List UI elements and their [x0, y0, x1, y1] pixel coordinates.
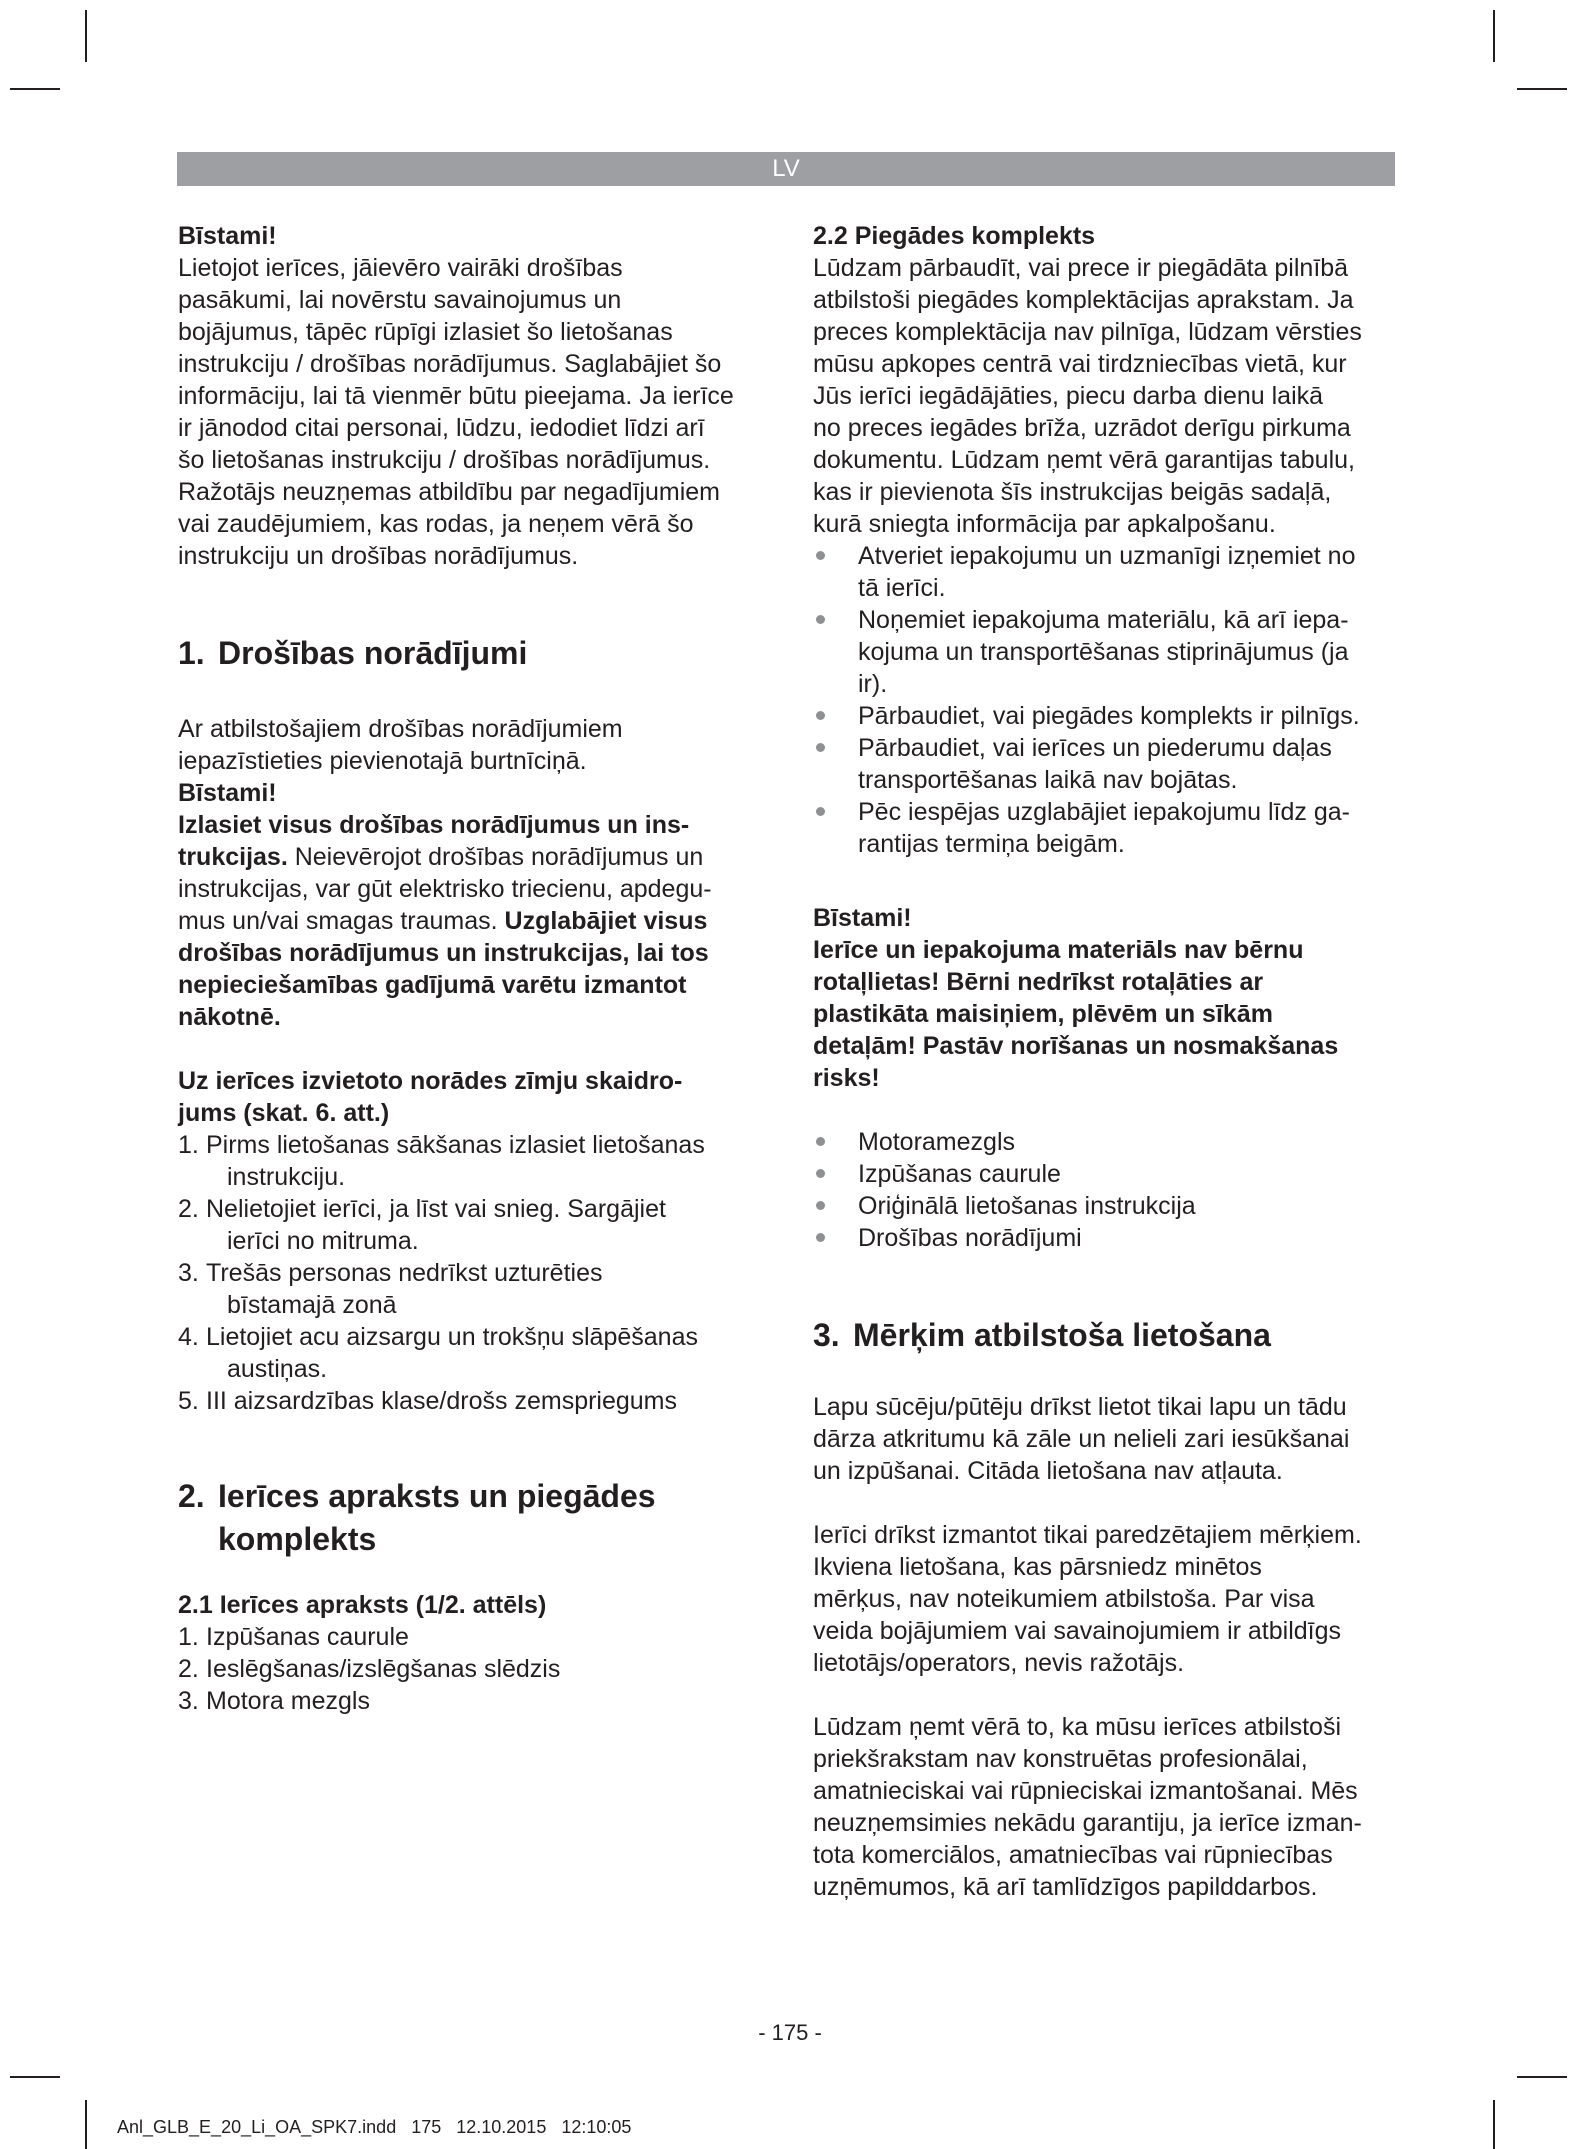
list-item	[813, 796, 1403, 860]
text-line: amatnieciskai vai rūpnieciskai izmantošanai. Mēs	[813, 1777, 1358, 1805]
list-item	[178, 1385, 758, 1417]
crop-mark	[10, 88, 60, 90]
section-1-intro	[178, 713, 758, 777]
usage-paragraph-3	[813, 1711, 1403, 1903]
text-line: drošības norādījumus un instrukcijas, lai tos	[178, 939, 709, 967]
left-column	[178, 220, 758, 1717]
delivery-paragraph	[813, 252, 1403, 540]
list-text: bīstamajā zonā	[227, 1291, 397, 1319]
text-line: Izlasiet visus drošības norādījumus un ins-	[178, 811, 690, 839]
device-parts-list	[178, 1621, 758, 1717]
text-span: trukcijas.	[178, 843, 288, 871]
list-item	[178, 1193, 758, 1257]
text-line: iepazīstieties pievienotajā burtnīciņā.	[178, 747, 587, 775]
danger-title: Bīstami!	[813, 904, 912, 932]
list-item: Motoramezgls	[813, 1126, 1403, 1158]
list-item: Drošības norādījumi	[813, 1222, 1403, 1254]
section-title: Ierīces apraksts un piegādes	[218, 1478, 656, 1514]
safety-warning-paragraph	[178, 809, 758, 1033]
list-text: III aizsardzības klase/drošs zemspriegums	[206, 1387, 678, 1415]
list-text: instrukciju.	[227, 1163, 346, 1191]
section-number: 3.	[813, 1317, 840, 1353]
text-line: preces komplektācija nav pilnīga, lūdzam vērsties	[813, 318, 1362, 346]
text-line: un izpūšanai. Citāda lietošana nav atļauta.	[813, 1457, 1283, 1485]
text-line: jums (skat. 6. att.)	[178, 1099, 390, 1127]
signs-heading	[178, 1065, 758, 1129]
list-item: Oriģinālā lietošanas instrukcija	[813, 1190, 1403, 1222]
text-line: pasākumi, lai novērstu savainojumus un	[178, 286, 622, 314]
text-line: kurā sniegta informācija par apkalpošanu.	[813, 510, 1276, 538]
list-text: austiņas.	[227, 1355, 328, 1383]
list-text: Motora mezgls	[206, 1687, 370, 1715]
list-text: kojuma un transportēšanas stiprinājumus (ja	[858, 638, 1349, 666]
list-text: Pēc iespējas uzglabājiet iepakojumu līdz ga-	[858, 798, 1350, 826]
list-item	[813, 604, 1403, 700]
subsection-2-1-title: 2.1 Ierīces apraksts (1/2. attēls)	[178, 1591, 547, 1619]
section-title: Drošības norādījumi	[218, 635, 528, 671]
list-number: 1.	[178, 1623, 199, 1651]
text-line: instrukciju / drošības norādījumus. Saglabājiet šo	[178, 350, 722, 378]
text-line: uzņēmumos, kā arī tamlīdzīgos papilddarbos.	[813, 1873, 1318, 1901]
list-text: Atveriet iepakojumu un uzmanīgi izņemiet no	[858, 542, 1356, 570]
text-line: vai zaudējumiem, kas rodas, ja neņem vērā šo	[178, 510, 694, 538]
text-line: lietotājs/operators, nevis ražotājs.	[813, 1649, 1185, 1677]
text-line: šo lietošanas instrukciju / drošības norādījumus.	[178, 446, 711, 474]
print-footer: Anl_GLB_E_20_Li_OA_SPK7.indd 175 12.10.2015 12:10:05	[117, 2117, 632, 2137]
list-item	[178, 1653, 758, 1685]
section-title: Mērķim atbilstoša lietošana	[853, 1317, 1271, 1353]
text-line: Lietojot ierīces, jāievēro vairāki drošības	[178, 254, 623, 282]
list-text: Izpūšanas caurule	[206, 1623, 409, 1651]
text-line: detaļām! Pastāv norīšanas un nosmakšanas	[813, 1032, 1339, 1060]
text-line: instrukcijas, var gūt elektrisko triecienu, apdegu-	[178, 875, 712, 903]
list-item	[813, 700, 1403, 732]
text-line: Jūs ierīci iegādājāties, piecu darba dienu laikā	[813, 382, 1324, 410]
list-text: rantijas termiņa beigām.	[858, 830, 1125, 858]
list-number: 5.	[178, 1387, 199, 1415]
list-number: 4.	[178, 1323, 199, 1351]
text-line: veida bojājumiem vai savainojumiem ir atbildīgs	[813, 1617, 1342, 1645]
text-line: instrukciju un drošības norādījumus.	[178, 542, 579, 570]
list-text: ierīci no mitruma.	[227, 1227, 419, 1255]
text-line: plastikāta maisiņiem, plēvēm un sīkām	[813, 1000, 1273, 1028]
usage-paragraph-1	[813, 1391, 1403, 1487]
text-line: rotaļlietas! Bērni nedrīkst rotaļāties ar	[813, 968, 1264, 996]
crop-mark	[1493, 10, 1495, 62]
danger-title: Bīstami!	[178, 222, 277, 250]
text-line: Uz ierīces izvietoto norādes zīmju skaidro-	[178, 1067, 683, 1095]
text-line: Lūdzam pārbaudīt, vai prece ir piegādāta pilnībā	[813, 254, 1349, 282]
text-line: Ražotājs neuzņemas atbildību par negadījumiem	[178, 478, 720, 506]
text-line: Ierīci drīkst izmantot tikai paredzētajiem mērķiem.	[813, 1521, 1362, 1549]
text-line: priekšrakstam nav konstruētas profesionālai,	[813, 1745, 1308, 1773]
list-text: Trešās personas nedrīkst uzturēties	[206, 1259, 603, 1287]
list-text: Noņemiet iepakojuma materiālu, kā arī iepa-	[858, 606, 1349, 634]
list-number: 2.	[178, 1655, 199, 1683]
text-line: atbilstoši piegādes komplektācijas aprakstam. Ja	[813, 286, 1354, 314]
text-line: risks!	[813, 1064, 880, 1092]
text-span: Uzglabājiet visus	[497, 907, 708, 935]
text-line: informāciju, lai tā vienmēr būtu pieejama. Ja ierīce	[178, 382, 734, 410]
subsection-2-2-title: 2.2 Piegādes komplekts	[813, 222, 1096, 250]
list-item	[178, 1257, 758, 1321]
list-text: ir).	[858, 670, 888, 698]
text-line: mērķus, nav noteikumiem atbilstoša. Par visa	[813, 1585, 1315, 1613]
section-1-heading	[178, 632, 758, 675]
list-item	[178, 1621, 758, 1653]
list-text: Pirms lietošanas sākšanas izlasiet lietošanas	[206, 1131, 705, 1159]
list-number: 1.	[178, 1131, 199, 1159]
list-item	[178, 1321, 758, 1385]
intro-paragraph	[178, 252, 758, 572]
text-line: Ar atbilstošajiem drošības norādījumiem	[178, 715, 623, 743]
list-text: Ieslēgšanas/izslēgšanas slēdzis	[206, 1655, 561, 1683]
text-line: Lūdzam ņemt vērā to, ka mūsu ierīces atbilstoši	[813, 1713, 1342, 1741]
section-number: 1.	[178, 635, 205, 671]
list-item	[813, 540, 1403, 604]
list-item: Izpūšanas caurule	[813, 1158, 1403, 1190]
section-number: 2.	[178, 1478, 205, 1514]
list-text: Nelietojiet ierīci, ja līst vai snieg. Sargājiet	[206, 1195, 666, 1223]
list-text: Lietojiet acu aizsargu un trokšņu slāpēšanas	[206, 1323, 698, 1351]
danger-title: Bīstami!	[178, 779, 277, 807]
list-number: 3.	[178, 1687, 199, 1715]
crop-mark	[1517, 2076, 1567, 2078]
crop-mark	[1517, 88, 1567, 90]
text-span: Neievērojot drošības norādījumus un	[287, 843, 704, 871]
list-item	[178, 1129, 758, 1193]
right-column	[813, 220, 1403, 1903]
text-line: nākotnē.	[178, 1003, 281, 1031]
child-safety-warning	[813, 934, 1403, 1094]
list-text: Pārbaudiet, vai piegādes komplekts ir pilnīgs.	[858, 702, 1360, 730]
text-line: mūsu apkopes centrā vai tirdzniecības vietā, kur	[813, 350, 1347, 378]
section-3-heading	[813, 1314, 1403, 1357]
signs-list	[178, 1129, 758, 1417]
usage-paragraph-2	[813, 1519, 1403, 1679]
list-text: Pārbaudiet, vai ierīces un piederumu daļas	[858, 734, 1332, 762]
text-line: tota komerciālos, amatniecības vai rūpniecības	[813, 1841, 1333, 1869]
text-line: Ierīce un iepakojuma materiāls nav bērnu	[813, 936, 1304, 964]
section-2-heading	[178, 1475, 758, 1561]
crop-mark	[85, 2100, 87, 2149]
text-line: no preces iegādes brīža, uzrādot derīgu pirkuma	[813, 414, 1351, 442]
text-line: neuzņemsimies nekādu garantiju, ja ierīce izman-	[813, 1809, 1362, 1837]
list-text: transportēšanas laikā nav bojātas.	[858, 766, 1238, 794]
unpacking-checklist	[813, 540, 1403, 860]
language-code: LV	[772, 155, 800, 182]
page-number: - 175 -	[758, 2020, 822, 2045]
text-line: bojājumus, tāpēc rūpīgi izlasiet šo lietošanas	[178, 318, 673, 346]
list-number: 2.	[178, 1195, 199, 1223]
list-item	[813, 732, 1403, 796]
text-line: ir jānodod citai personai, lūdzu, iedodiet līdzi arī	[178, 414, 705, 442]
crop-mark	[10, 2076, 60, 2078]
text-line: nepieciešamības gadījumā varētu izmantot	[178, 971, 687, 999]
text-line: kas ir pievienota šīs instrukcijas beigās sadaļā,	[813, 478, 1332, 506]
crop-mark	[1493, 2100, 1495, 2149]
text-line: dārza atkritumu kā zāle un nelieli zari iesūkšanai	[813, 1425, 1350, 1453]
list-text: tā ierīci.	[858, 574, 946, 602]
list-item	[178, 1685, 758, 1717]
language-header-bar	[177, 152, 1395, 186]
package-contents-list	[813, 1126, 1403, 1254]
text-line: Lapu sūcēju/pūtēju drīkst lietot tikai lapu un tādu	[813, 1393, 1347, 1421]
text-line: Ikviena lietošana, kas pārsniedz minētos	[813, 1553, 1262, 1581]
text-line: dokumentu. Lūdzam ņemt vērā garantijas tabulu,	[813, 446, 1355, 474]
section-title: komplekts	[218, 1521, 377, 1557]
list-number: 3.	[178, 1259, 199, 1287]
text-span: mus un/vai smagas traumas.	[178, 907, 498, 935]
crop-mark	[85, 10, 87, 62]
